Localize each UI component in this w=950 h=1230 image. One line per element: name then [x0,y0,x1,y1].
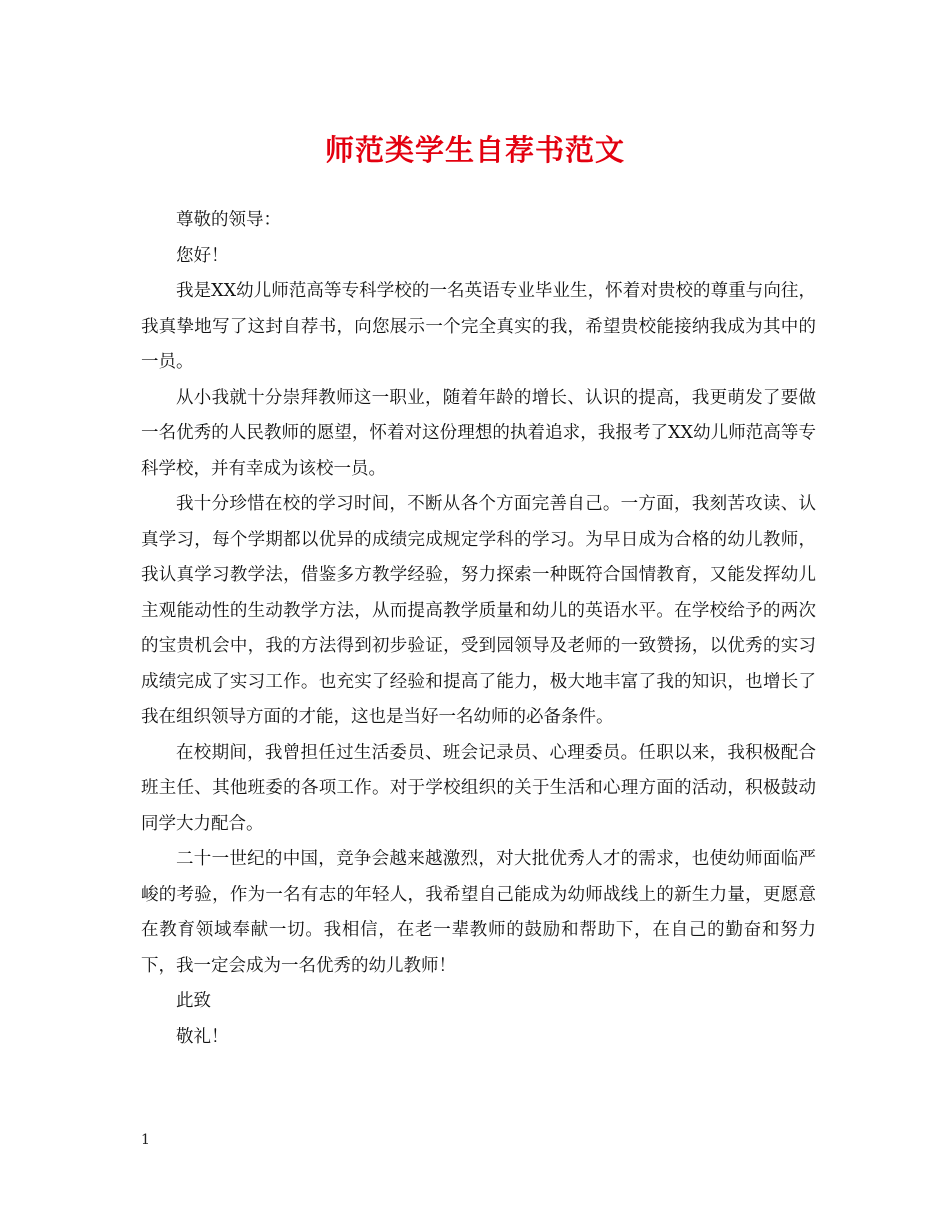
closing-line-1: 此致 [176,991,211,1011]
page-number: 1 [141,1132,150,1148]
paragraph-study: 我十分珍惜在校的学习时间，不断从各个方面完善自己。一方面，我刻苦攻读、认真学习，每个学期都以优异的成绩完成规定学科的学习。为早日成为合格的幼儿教师，我认真学习教学法，借鉴多方教学经验，努力探索一种既符合国情教育，又能发挥幼儿主观能动性的生动教学方法，从而提高教学质量和幼儿的英语水平。在学校给予的两次的宝贵机会中，我的方法得到初步验证，受到园领导及老师的一致赞扬，以优秀的实习成绩完成了实习工作。也充实了经验和提高了能力，极大地丰富了我的知识，也增长了我在组织领导方面的才能，这也是当好一名幼师的必备条件。 [141,494,816,727]
document-title: 师范类学生自荐书范文 [324,133,625,167]
paragraph-conclusion: 二十一世纪的中国，竞争会越来越激烈，对大批优秀人才的需求，也使幼师面临严峻的考验，作为一名有志的年轻人，我希望自己能成为幼师战线上的新生力量，更愿意在教育领域奉献一切。我相信，在老一辈教师的鼓励和帮助下，在自己的勤奋和努力下，我一定会成为一名优秀的幼儿教师！ [141,849,816,976]
paragraph-intro: 我是XX幼儿师范高等专科学校的一名英语专业毕业生，怀着对贵校的尊重与向往，我真挚地写了这封自荐书，向您展示一个完全真实的我，希望贵校能接纳我成为其中的一员。 [141,281,816,372]
salutation: 尊敬的领导： [176,210,281,230]
letter-body [141,203,816,1055]
greeting: 您好！ [176,245,229,266]
paragraph-aspiration: 从小我就十分崇拜教师这一职业，随着年龄的增长、认识的提高，我更萌发了要做一名优秀的人民教师的愿望，怀着对这份理想的执着追求，我报考了XX幼儿师范高等专科学校，并有幸成为该校一员。 [141,387,816,479]
closing-line-2: 敬礼！ [176,1026,229,1047]
paragraph-roles: 在校期间，我曾担任过生活委员、班会记录员、心理委员。任职以来，我积极配合班主任、其他班委的各项工作。对于学校组织的关于生活和心理方面的活动，积极鼓动同学大力配合。 [141,742,816,834]
